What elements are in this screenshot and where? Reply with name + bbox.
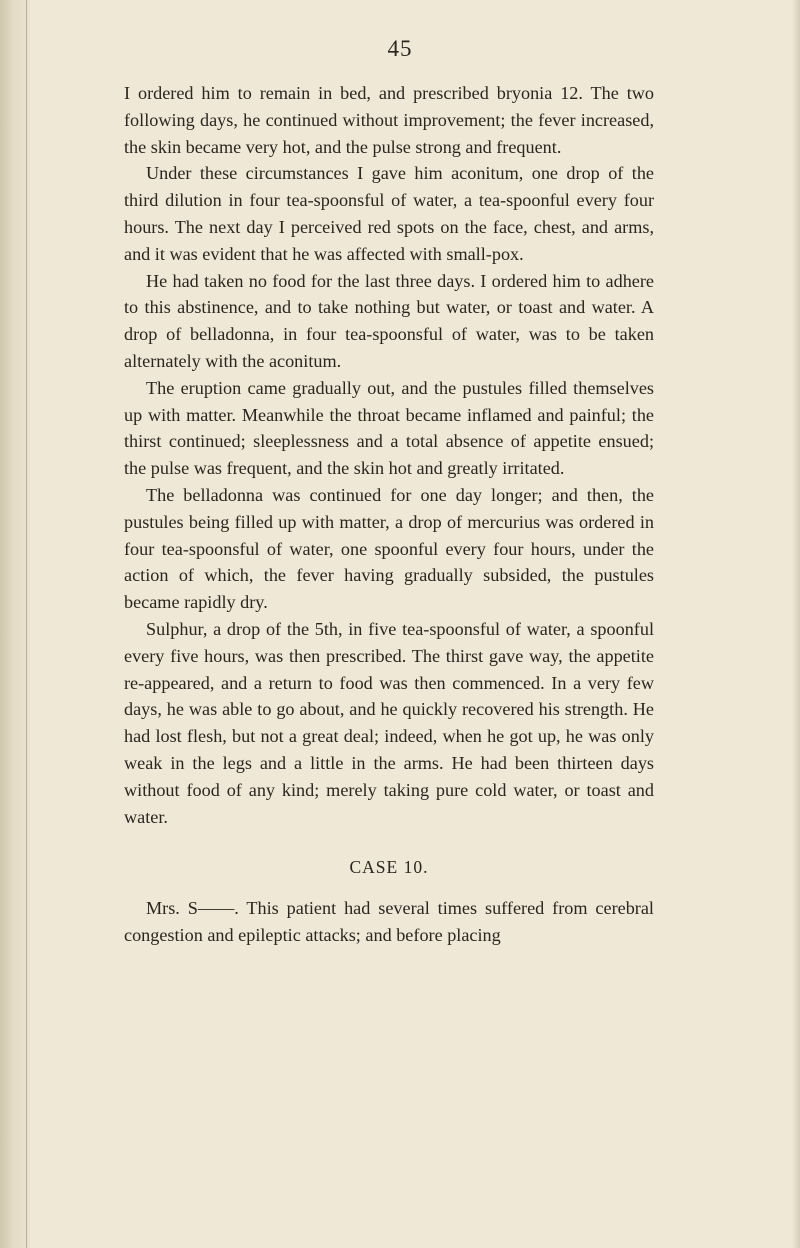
paragraph-2: Under these circumstances I gave him aconitum, one drop of the third dilution in four tea-spoonsful of water, a tea-spoonful every four hours. The next day I perceived red spots on the face, chest, and arms, and it was evident that he was affected with small-pox. <box>124 163 654 264</box>
paragraph-5: The belladonna was continued for one day longer; and then, the pustules being filled up with matter, a drop of mercurius was ordered in four tea-spoonsful of water, one spoonful every four hours, under the action of which, the fever having gradually subsided, the pustules became rapidly dry. <box>124 484 654 613</box>
page-edge <box>792 0 800 1248</box>
gutter-line <box>26 0 27 1248</box>
paragraph-4: The eruption came gradually out, and the pustules filled themselves up with matter. Meanwhile the throat became inflamed and painful; the thirst continued; sleeplessness and a total absence of appetite ensued; the pulse was frequent, and the skin hot and greatly irritated. <box>124 377 654 479</box>
paragraph-7: Mrs. S——. This patient had several times suffered from cerebral congestion and epileptic attacks; and before placing <box>124 898 654 945</box>
case-heading: CASE 10. <box>349 857 429 878</box>
paragraph-3: He had taken no food for the last three days. I ordered him to adhere to this abstinence, and to take nothing but water, or toast and water. A drop of belladonna, in four tea-spoonsful of water, was to be taken alternately with the aconitum. <box>124 270 654 371</box>
paragraph-1: I ordered him to remain in bed, and prescribed bryonia 12. The two following days, he continued without improvement; the fever increased, the skin became very hot, and the pulse strong and frequent. <box>124 83 654 157</box>
paragraph-6: Sulphur, a drop of the 5th, in five tea-spoonsful of water, a spoonful every five hours, was then prescribed. The thirst gave way, the appetite re-appeared, and a return to food was then commenced. In a very few days, he was able to go about, and he quickly recovered his strength. He had lost flesh, but not a great deal; indeed, when he got up, he was only weak in the legs and a little in the arms. He had been thirteen days without food of any kind; merely taking pure cold water, or toast and water. <box>124 618 654 827</box>
page-body <box>124 80 654 949</box>
page-number: 45 <box>387 36 413 61</box>
